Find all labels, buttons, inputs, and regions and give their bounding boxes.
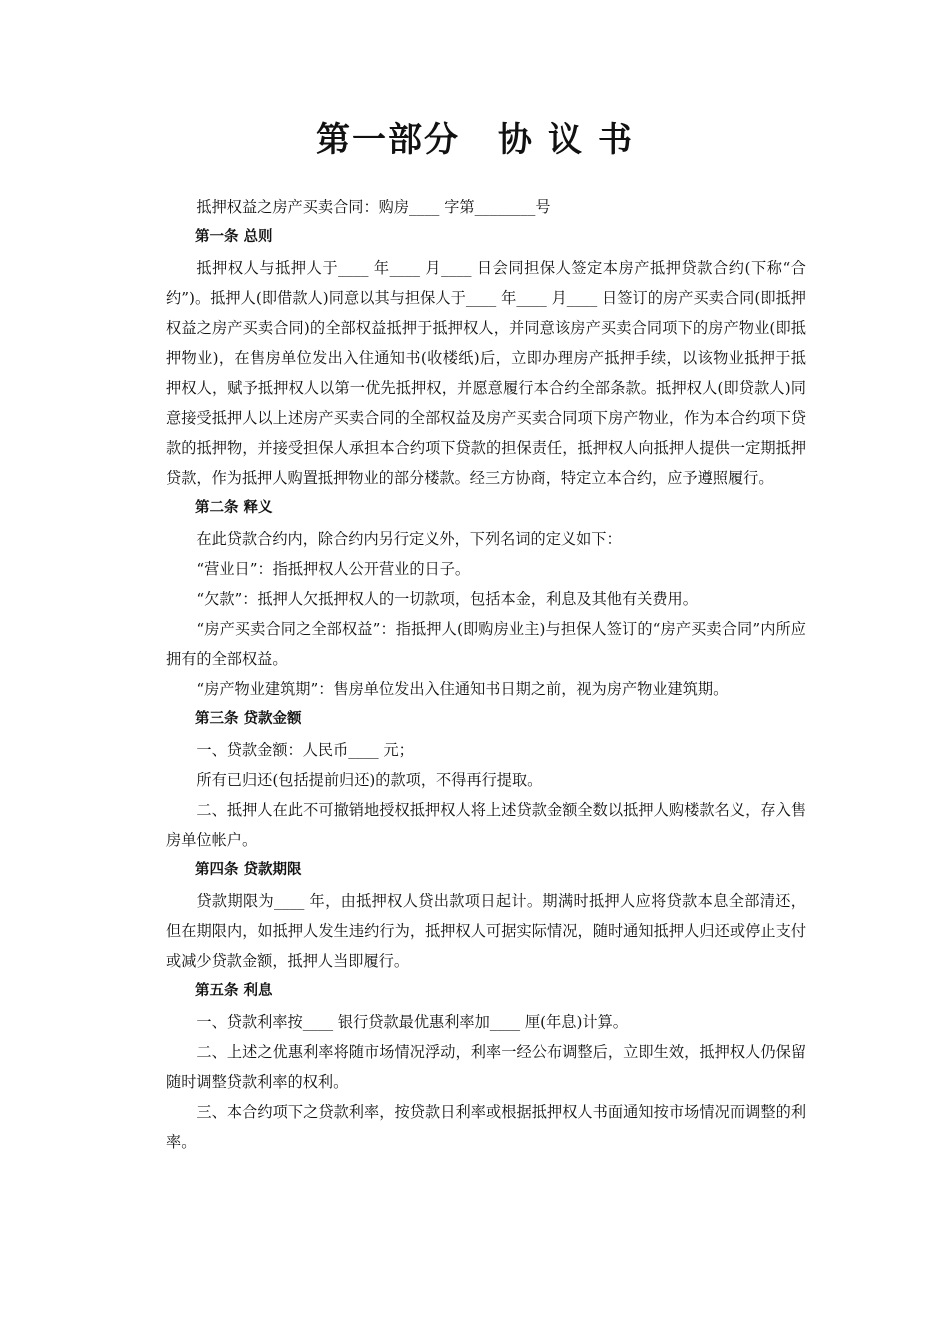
article-1-heading: 第一条 总则 [195,229,273,245]
article-3-heading: 第三条 贷款金额 [195,711,302,727]
article-5-paragraph-3: 三、本合约项下之贷款利率，按贷款日利率或根据抵押权人书面通知按市场情况而调整的利率。 [166,1103,806,1151]
article-2-paragraph-2: “营业日”：指抵押权人公开营业的日子。 [196,560,471,578]
document-body [166,192,806,1157]
article-3-paragraph-3: 二、抵押人在此不可撤销地授权抵押权人将上述贷款金额全数以抵押人购楼款名义，存入售房单位帐户。 [166,801,806,849]
intro-line: 抵押权益之房产买卖合同：购房____ 字第________号 [196,198,551,216]
article-2-paragraph-5: “房产物业建筑期”：售房单位发出入住通知书日期之前，视为房产物业建筑期。 [196,680,729,698]
article-5-heading: 第五条 利息 [195,983,273,999]
title-char-2: 议 [548,120,584,160]
article-1-paragraph-1: 抵押权人与抵押人于____ 年____ 月____ 日会同担保人签定本房产抵押贷款合约(下称“合约”)。抵押人(即借款人)同意以其与担保人于____ 年____ 月____ 日签订的房产买卖合同(即抵押权益之房产买卖合同)的全部权益抵押于抵押权人，并同意该房产买卖合同项下的房产物业(即抵押物业)，在售房单位发出入住通知书(收楼纸)后，立即办理房产抵押手续，以该物业抵押于抵押权人，赋予抵押权人以第一优先抵押权，并愿意履行本合约全部条款。抵押权人(即贷款人)同意接受抵押人以上述房产买卖合同的全部权益及房产买卖合同项下房产物业，作为本合约项下贷款的抵押物，并接受担保人承担本合约项下贷款的担保责任，抵押权人向抵押人提供一定期抵押贷款，作为抵押人购置抵押物业的部分楼款。经三方协商，特定立本合约，应予遵照履行。 [166,259,806,487]
article-2-paragraph-1: 在此贷款合约内，除合约内另行定义外，下列名词的定义如下： [196,530,622,548]
article-4-paragraph-1: 贷款期限为____ 年，由抵押权人贷出款项日起计。期满时抵押人应将贷款本息全部清还，但在期限内，如抵押人发生违约行为，抵押权人可据实际情况，随时通知抵押人归还或停止支付或减少贷款金额，抵押人当即履行。 [166,892,806,970]
article-2-heading: 第二条 释义 [195,500,273,516]
title-char-1: 协 [498,120,534,160]
article-2-paragraph-3: “欠款”：抵押人欠抵押权人的一切款项，包括本金，利息及其他有关费用。 [196,590,698,608]
article-5-paragraph-2: 二、上述之优惠利率将随市场情况浮动，利率一经公布调整后，立即生效，抵押权人仍保留随时调整贷款利率的权利。 [166,1043,806,1091]
title-char-3: 书 [598,120,634,160]
article-4-heading: 第四条 贷款期限 [195,862,302,878]
document-title [0,112,950,161]
article-3-paragraph-2: 所有已归还(包括提前归还)的款项，不得再行提取。 [196,771,543,789]
title-part: 第一部分 [316,120,460,160]
article-5-paragraph-1: 一、贷款利率按____ 银行贷款最优惠利率加____ 厘(年息)计算。 [196,1013,628,1031]
article-2-paragraph-4: “房产买卖合同之全部权益”：指抵押人(即购房业主)与担保人签订的“房产买卖合同”内所应拥有的全部权益。 [166,620,806,668]
article-3-paragraph-1: 一、贷款金额：人民币____ 元； [196,741,414,759]
